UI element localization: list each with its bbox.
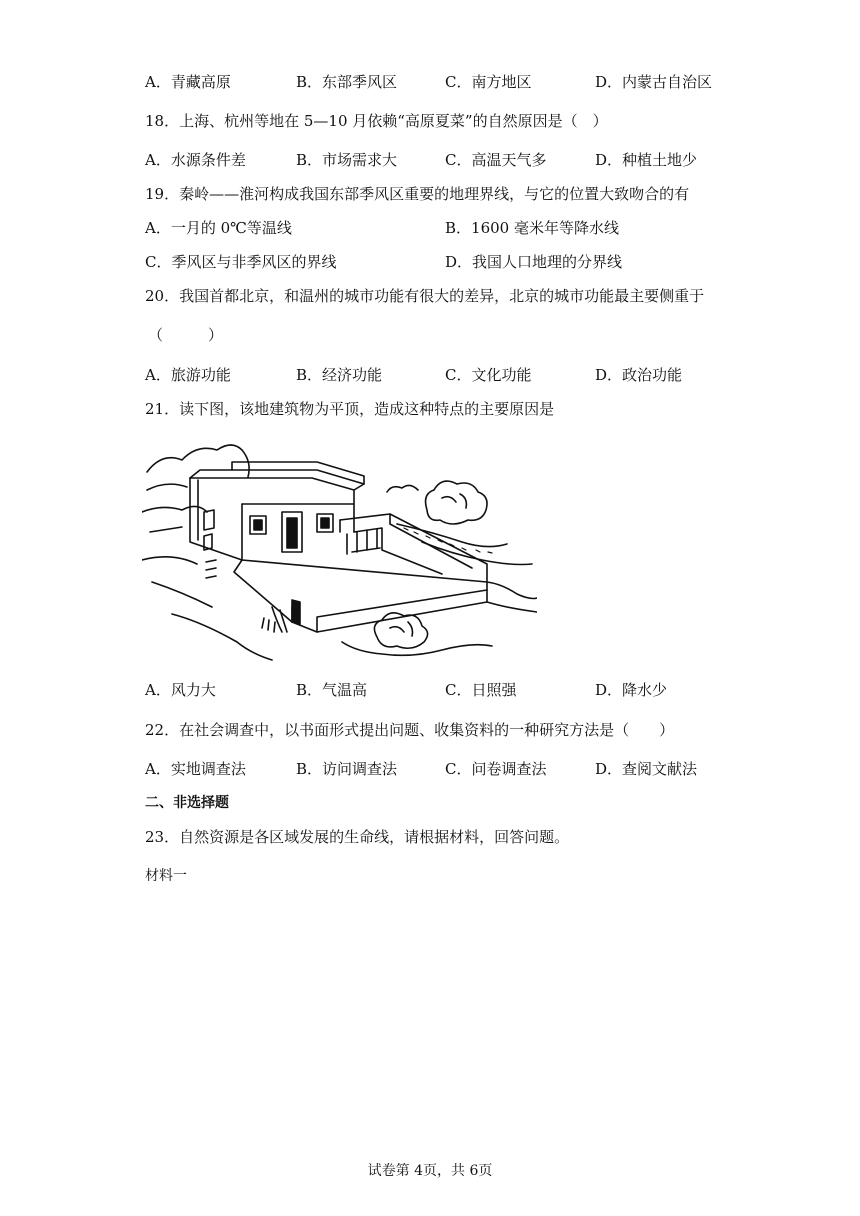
q20-option-b: B．经济功能 <box>296 366 383 384</box>
section-heading: 二、非选择题 <box>145 795 229 811</box>
q19-option-b: B．1600 毫米年等降水线 <box>445 219 619 237</box>
q22-stem: 22．在社会调查中，以书面形式提出问题、收集资料的一种研究方法是（ ） <box>145 721 675 739</box>
q17-option-a: A．青藏高原 <box>145 73 231 91</box>
q22-option-b: B．访问调查法 <box>296 760 398 778</box>
q18-option-b: B．市场需求大 <box>296 151 398 169</box>
q20-option-a: A．旅游功能 <box>145 366 231 384</box>
page-footer: 试卷第 4页，共 6页 <box>367 1163 493 1179</box>
q22-option-a: A．实地调查法 <box>145 760 246 778</box>
q21-option-b: B．气温高 <box>296 681 368 699</box>
q20-option-d: D．政治功能 <box>595 366 683 384</box>
q21-stem: 21．读下图，该地建筑物为平顶，造成这种特点的主要原因是 <box>145 400 555 418</box>
q17-option-c: C．南方地区 <box>445 73 532 91</box>
q18-stem: 18．上海、杭州等地在 5—10 月依赖“高原夏菜”的自然原因是（ ） <box>145 112 608 130</box>
q18-option-c: C．高温天气多 <box>445 151 547 169</box>
q19-option-c: C．季风区与非季风区的界线 <box>145 253 337 271</box>
q19-option-d: D．我国人口地理的分界线 <box>445 253 623 271</box>
q20-option-c: C．文化功能 <box>445 366 532 384</box>
q19-option-a: A．一月的 0℃等温线 <box>145 219 292 237</box>
q21-option-d: D．降水少 <box>595 681 668 699</box>
q23-material-label: 材料一 <box>145 868 187 884</box>
q18-option-d: D．种植土地少 <box>595 151 698 169</box>
q21-option-a: A．风力大 <box>145 681 216 699</box>
q21-option-c: C．日照强 <box>445 681 517 699</box>
q22-option-d: D．查阅文献法 <box>595 760 698 778</box>
q22-option-c: C．问卷调查法 <box>445 760 547 778</box>
q18-option-a: A．水源条件差 <box>145 151 246 169</box>
flat-roof-building-illustration <box>142 432 537 667</box>
q17-option-b: B．东部季风区 <box>296 73 398 91</box>
q23-stem: 23．自然资源是各区域发展的生命线，请根据材料，回答问题。 <box>145 828 570 846</box>
q19-stem: 19．秦岭——淮河构成我国东部季风区重要的地理界线，与它的位置大致吻合的有 <box>145 185 690 203</box>
q20-stem-continued: （ ） <box>148 326 224 344</box>
q20-stem: 20．我国首都北京，和温州的城市功能有很大的差异，北京的城市功能最主要侧重于 <box>145 287 705 305</box>
q17-option-d: D．内蒙古自治区 <box>595 73 713 91</box>
